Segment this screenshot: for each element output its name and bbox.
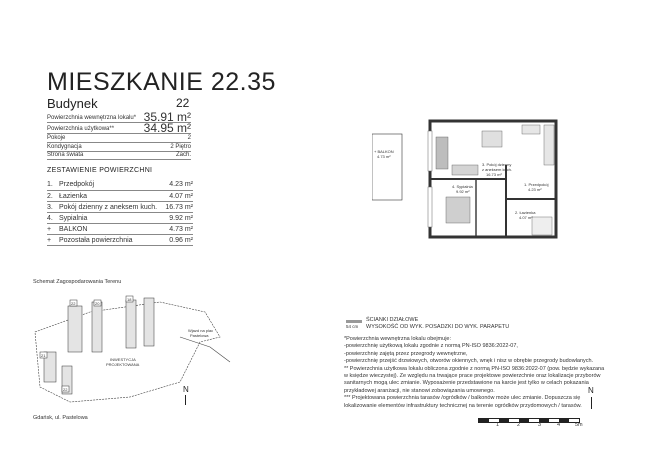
spec-value: 2 Piętro: [170, 144, 191, 150]
room-value: 4.07 m²: [169, 193, 193, 200]
building-number: 22: [63, 387, 68, 392]
north-arrow-icon: [591, 397, 592, 409]
page-title: MIESZKANIE 22.35: [47, 68, 276, 96]
room-label: Pozostała powierzchnia: [59, 237, 133, 244]
divider: [47, 212, 193, 213]
scale-label: 4: [557, 422, 561, 428]
note-line: -powierzchnię przejść drzwiowych, otworów okiennych, wnęk i nisz w obrębie przegrody budowlanych.: [344, 358, 594, 365]
note-line: *** Projektowana powierzchnia tarasów /ogródków / balkonów może ulec zmianie. Dopuszcza się: [344, 395, 581, 402]
kitchen-top: [522, 125, 540, 134]
divider: [47, 159, 191, 160]
divider: [47, 201, 193, 202]
room-label: Przedpokój: [59, 181, 95, 188]
spec-row: [47, 135, 191, 141]
scale-label: 5m: [575, 422, 583, 428]
divider: [47, 245, 193, 246]
scale-label: 2: [517, 422, 521, 428]
bathtub: [532, 217, 552, 235]
spec-value: 2: [187, 135, 191, 141]
building: [92, 302, 102, 352]
room-number: 2.: [47, 193, 53, 200]
divider: [47, 133, 191, 134]
table: [482, 131, 502, 147]
room-value: 0.96 m²: [169, 237, 193, 244]
note-line: -powierzchnię zajętą przez przegrody wewnętrzne,: [344, 350, 468, 357]
room-value: 16.73 m²: [165, 204, 193, 211]
note-line: przykładowej aranżacji, nie stanowi zobowiązania umownego.: [344, 387, 495, 394]
site-address: Gdańsk, ul. Pastelowa: [33, 415, 88, 421]
wall-swatch: [346, 320, 362, 323]
balcony-outline: [372, 134, 402, 200]
note-line: lokalizowanie elementów infrastruktury technicznej na terenie ogródków przydomowych / tarasów.: [344, 402, 582, 409]
legend-wall: ŚCIANKI DZIAŁOWE: [366, 317, 419, 323]
bed: [446, 197, 470, 223]
legend-height: WYSOKOŚĆ OD WYK. POSADZKI DO WYK. PARAPETU: [366, 324, 510, 330]
scale-bar: [478, 418, 580, 423]
building-number: 21: [41, 353, 46, 358]
room-number: 1.: [47, 181, 53, 188]
building-label: Budynek: [47, 96, 98, 111]
room-value: 9.92 m²: [169, 215, 193, 222]
note-line: ** Powierzchnia użytkowa lokalu obliczona zgodnie z normą PN-ISO 9836:2022-07 (pow. będzie wykazana: [344, 365, 605, 372]
entry-street: Pastelowa: [190, 333, 209, 338]
spec-value: 35.91 m²: [143, 110, 191, 124]
building: [126, 300, 136, 348]
divider: [47, 234, 193, 235]
room2-area: 4.07 m²: [519, 215, 533, 220]
building-value: 22: [176, 96, 190, 110]
spec-label: Kondygnacja: [47, 144, 82, 150]
divider: [47, 223, 193, 224]
note-line: w księdze wieczystej). Ze względu na trwające prace projektowe powierzchnie oraz lokalizacje przyborów: [344, 373, 601, 380]
building-number: 18: [127, 297, 132, 302]
room3-label: 3. Pokój dzienny: [482, 162, 512, 167]
room-label: Sypialnia: [59, 215, 88, 222]
spec-label: Pokoje: [47, 135, 66, 141]
tv-unit: [452, 165, 478, 175]
spec-label: Powierzchnia użytkowa**: [47, 126, 115, 132]
building: [144, 298, 154, 346]
room-number: +: [47, 226, 52, 233]
room-value: 4.23 m²: [169, 181, 193, 188]
note-line: *Powierzchnia wewnętrzna lokalu obejmuje:: [344, 336, 452, 342]
legend-height-value: 54 cm: [346, 324, 359, 329]
investment-label: INWESTYCJA: [110, 357, 136, 362]
kitchen-counter: [544, 125, 554, 165]
site-north-arrow-icon: [185, 395, 186, 405]
room-number: 3.: [47, 204, 53, 211]
building: [68, 306, 82, 352]
room1-label: 1. Przedpokój: [524, 182, 549, 187]
spec-row: [47, 152, 191, 158]
room-label: Łazienka: [59, 193, 88, 200]
spec-label: Strona świata: [47, 152, 84, 158]
spec-row: [47, 144, 191, 150]
room-label: BALKON: [59, 226, 88, 233]
note-line: -powierzchnię użytkową lokalu zgodnie z normą PN-ISO 9836:2022-07,: [344, 343, 518, 350]
scale-label: 1: [496, 422, 500, 428]
site-title: Schemat Zagospodarowania Terenu: [33, 279, 122, 285]
room2-label: 2. Łazienka: [515, 210, 536, 215]
spec-label: Powierzchnia wewnętrzna lokalu*: [47, 115, 137, 121]
room4-label: 4. Sypialnia: [452, 184, 473, 189]
spec-row: [47, 121, 191, 135]
investment-label-2: PROJEKTOWANA: [106, 362, 140, 367]
site-north-label: N: [183, 385, 189, 394]
rooms-title: ZESTAWIENIE POWIERZCHNI: [47, 167, 153, 174]
room-value: 4.73 m²: [169, 226, 193, 233]
divider: [47, 190, 193, 191]
floor-plan: [372, 117, 562, 241]
room-number: 4.: [47, 215, 53, 222]
balkon-label: + BALKON: [374, 149, 394, 154]
building-number: 22: [71, 301, 76, 306]
divider: [47, 142, 191, 143]
spec-value: Zach.: [175, 152, 191, 158]
spec-value: 34.95 m²: [143, 121, 191, 135]
entry-label: Wjazd na plac: [188, 328, 214, 333]
sofa: [436, 137, 448, 169]
room4-area: 9.92 m²: [456, 189, 470, 194]
north-label: N: [588, 386, 594, 395]
note-line: sanitarnych mogą ulec zmianie. Wyposażenie przedstawione na karcie jest tylko w celach pokazania: [344, 380, 589, 387]
balkon-area: 4.73 m²: [377, 154, 391, 159]
room-label: Pokój dzienny z aneksem kuch.: [59, 204, 158, 211]
site-plan: [30, 292, 240, 412]
room3-sub: z aneksem kuch.: [482, 167, 513, 172]
room1-area: 4.23 m²: [528, 187, 542, 192]
room3-area: 16.73 m²: [486, 172, 502, 177]
building-number: 20: [95, 301, 100, 306]
room-number: +: [47, 237, 52, 244]
scale-label: 3: [538, 422, 542, 428]
